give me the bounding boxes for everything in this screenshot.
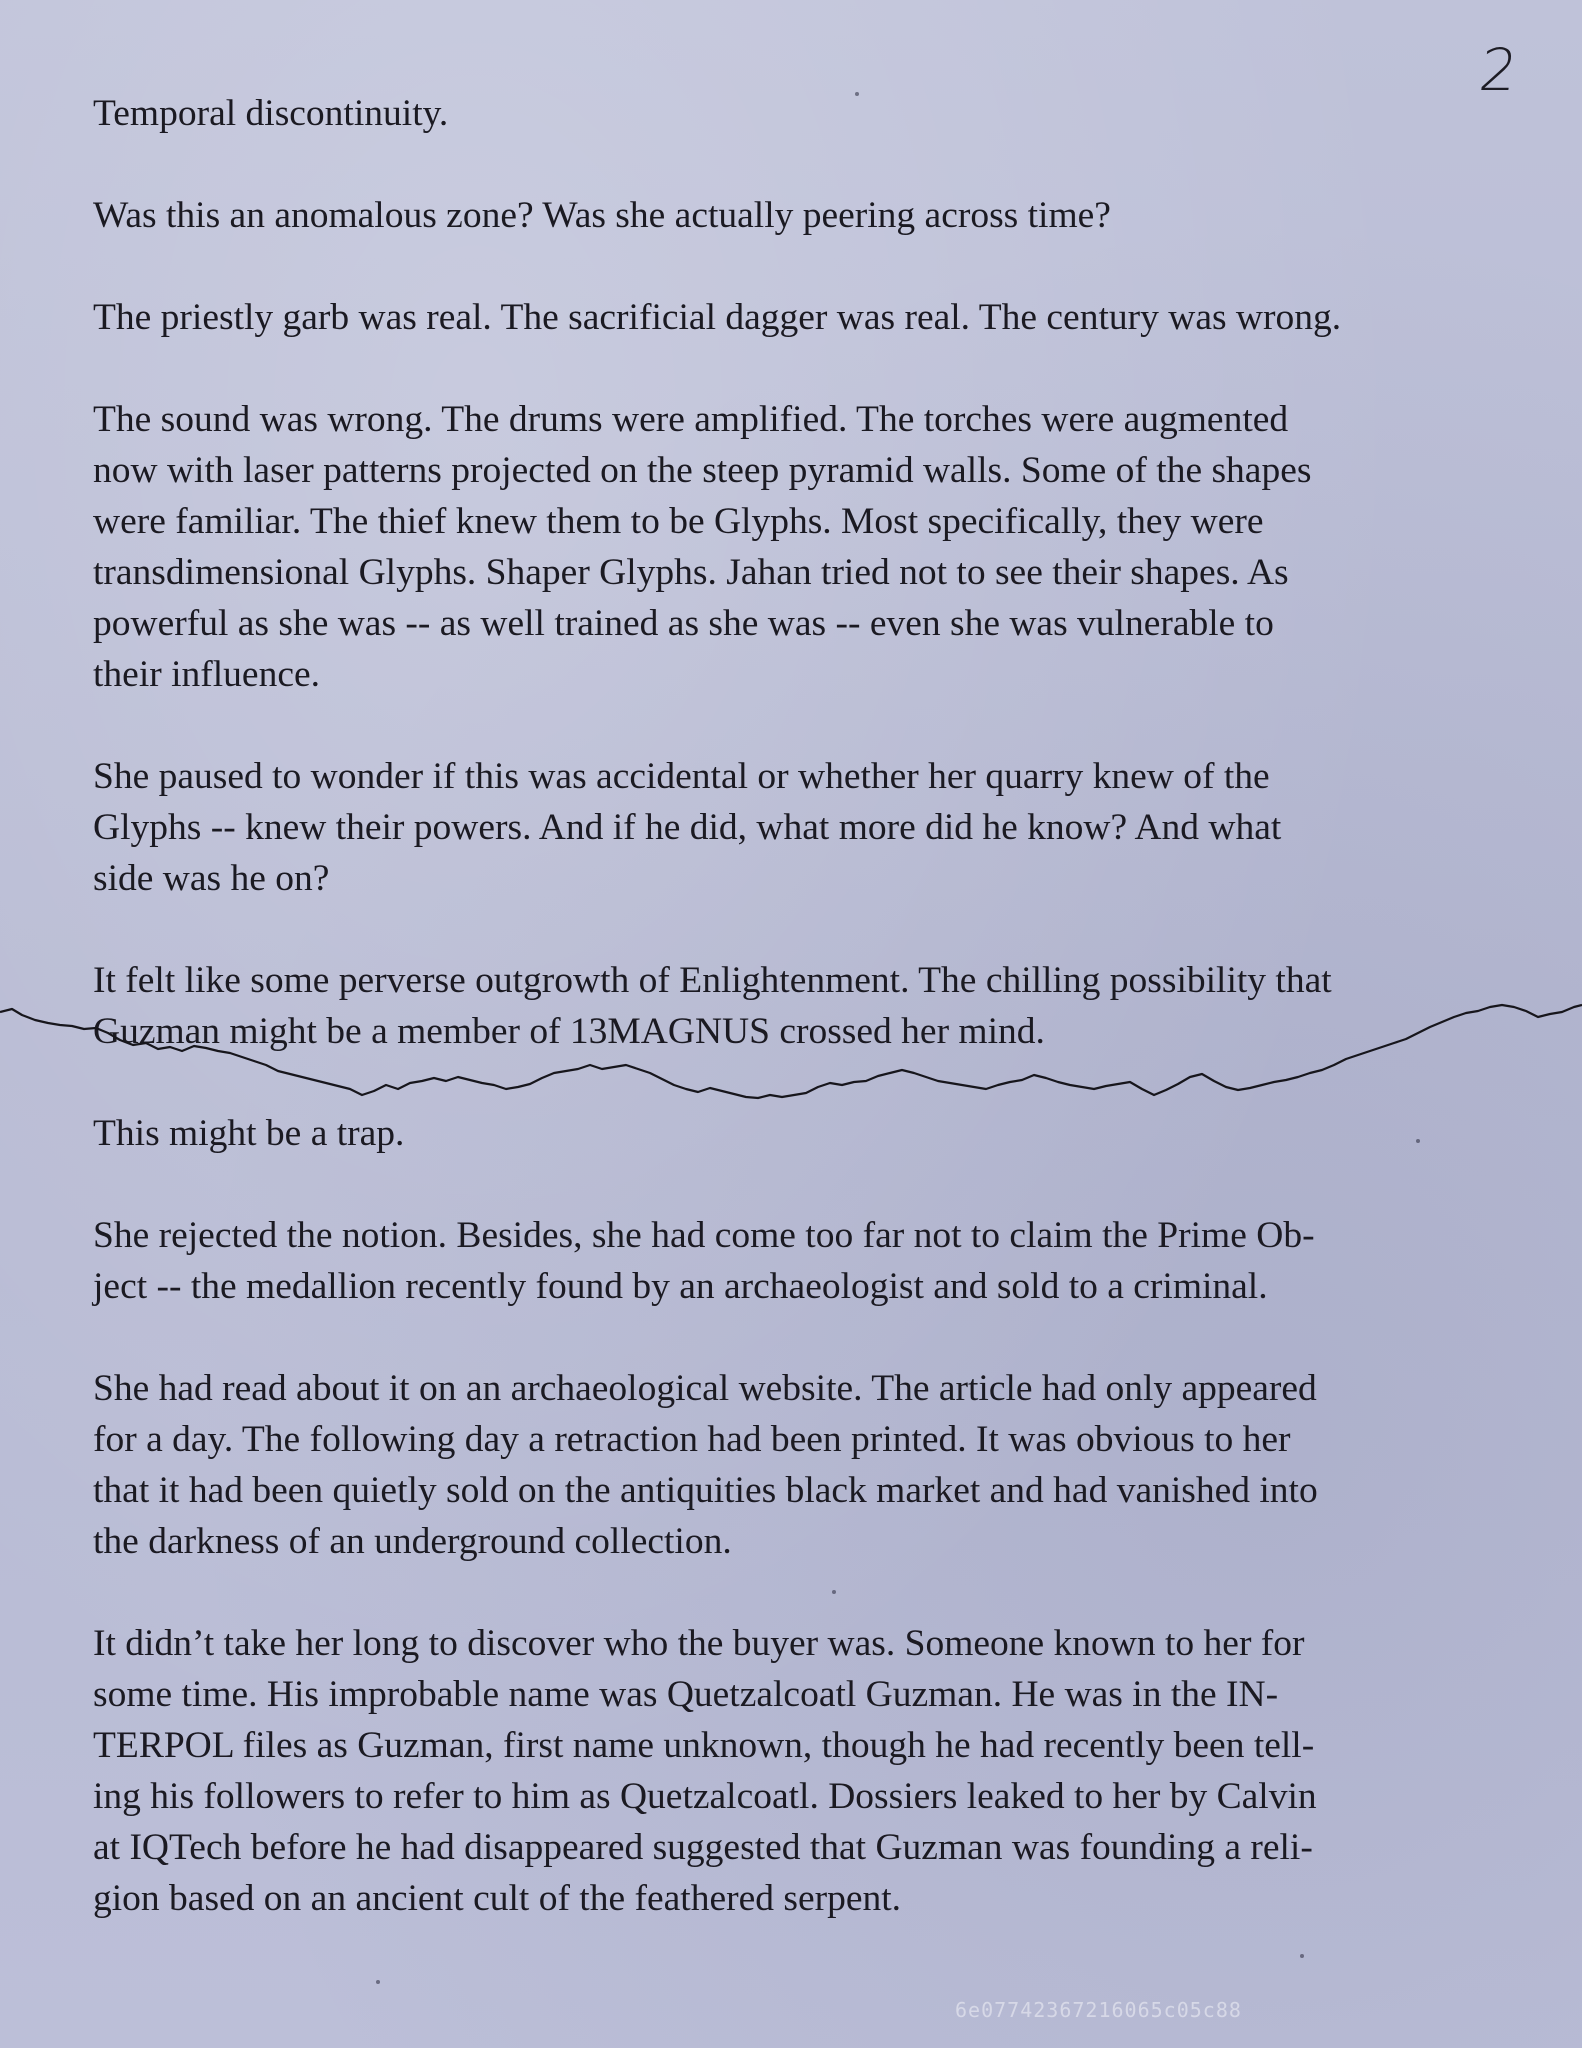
text-line: Guzman might be a member of 13MAGNUS crossed her mind.: [93, 1011, 1045, 1052]
text-line: ject -- the medallion recently found by an archaeologist and sold to a criminal.: [93, 1266, 1268, 1307]
text-line: She rejected the notion. Besides, she had come too far not to claim the Prime Ob-: [93, 1215, 1315, 1256]
text-line: the darkness of an underground collection.: [93, 1521, 732, 1562]
paragraph: [93, 1618, 1513, 1924]
paragraph: [93, 1210, 1513, 1312]
text-line: It felt like some perverse outgrowth of Enlightenment. The chilling possibility that: [93, 960, 1332, 1001]
text-line: for a day. The following day a retraction had been printed. It was obvious to her: [93, 1419, 1291, 1460]
text-line: powerful as she was -- as well trained as she was -- even she was vulnerable to: [93, 603, 1274, 644]
paragraph: [93, 751, 1513, 904]
text-line: She paused to wonder if this was accidental or whether her quarry knew of the: [93, 756, 1270, 797]
text-line: some time. His improbable name was Quetzalcoatl Guzman. He was in the IN-: [93, 1674, 1279, 1715]
text-line: This might be a trap.: [93, 1113, 405, 1154]
paragraph: [93, 1108, 1513, 1159]
text-line: were familiar. The thief knew them to be Glyphs. Most specifically, they were: [93, 501, 1264, 542]
page-number: 2: [1475, 36, 1522, 104]
story-text: [93, 88, 1513, 1975]
paper-speck: [376, 1980, 380, 1984]
watermark-code: 6e07742367216065c05c88: [955, 1998, 1242, 2022]
text-line: side was he on?: [93, 858, 330, 899]
text-line: ing his followers to refer to him as Quetzalcoatl. Dossiers leaked to her by Calvin: [93, 1776, 1317, 1817]
paper-speck: [855, 92, 859, 96]
text-line: Temporal discontinuity.: [93, 93, 449, 134]
paragraph: [93, 1363, 1513, 1567]
paper-speck: [1416, 1139, 1420, 1143]
text-line: at IQTech before he had disappeared suggested that Guzman was founding a reli-: [93, 1827, 1313, 1868]
text-line: The sound was wrong. The drums were amplified. The torches were augmented: [93, 399, 1289, 440]
paragraph: [93, 955, 1513, 1057]
text-line: It didn’t take her long to discover who the buyer was. Someone known to her for: [93, 1623, 1305, 1664]
text-line: now with laser patterns projected on the steep pyramid walls. Some of the shapes: [93, 450, 1312, 491]
text-line: transdimensional Glyphs. Shaper Glyphs. Jahan tried not to see their shapes. As: [93, 552, 1289, 593]
paragraph: [93, 190, 1513, 241]
text-line: TERPOL files as Guzman, first name unknown, though he had recently been tell-: [93, 1725, 1315, 1766]
text-line: gion based on an ancient cult of the feathered serpent.: [93, 1878, 902, 1919]
paragraph: [93, 88, 1513, 139]
paragraph: [93, 394, 1513, 700]
text-line: She had read about it on an archaeological website. The article had only appeared: [93, 1368, 1317, 1409]
text-line: The priestly garb was real. The sacrificial dagger was real. The century was wrong.: [93, 297, 1342, 338]
text-line: that it had been quietly sold on the antiquities black market and had vanished into: [93, 1470, 1318, 1511]
text-line: Glyphs -- knew their powers. And if he did, what more did he know? And what: [93, 807, 1282, 848]
paragraph: [93, 292, 1513, 343]
paper-speck: [832, 1590, 836, 1594]
text-line: their influence.: [93, 654, 320, 695]
text-line: Was this an anomalous zone? Was she actually peering across time?: [93, 195, 1111, 236]
paper-speck: [1300, 1954, 1304, 1958]
